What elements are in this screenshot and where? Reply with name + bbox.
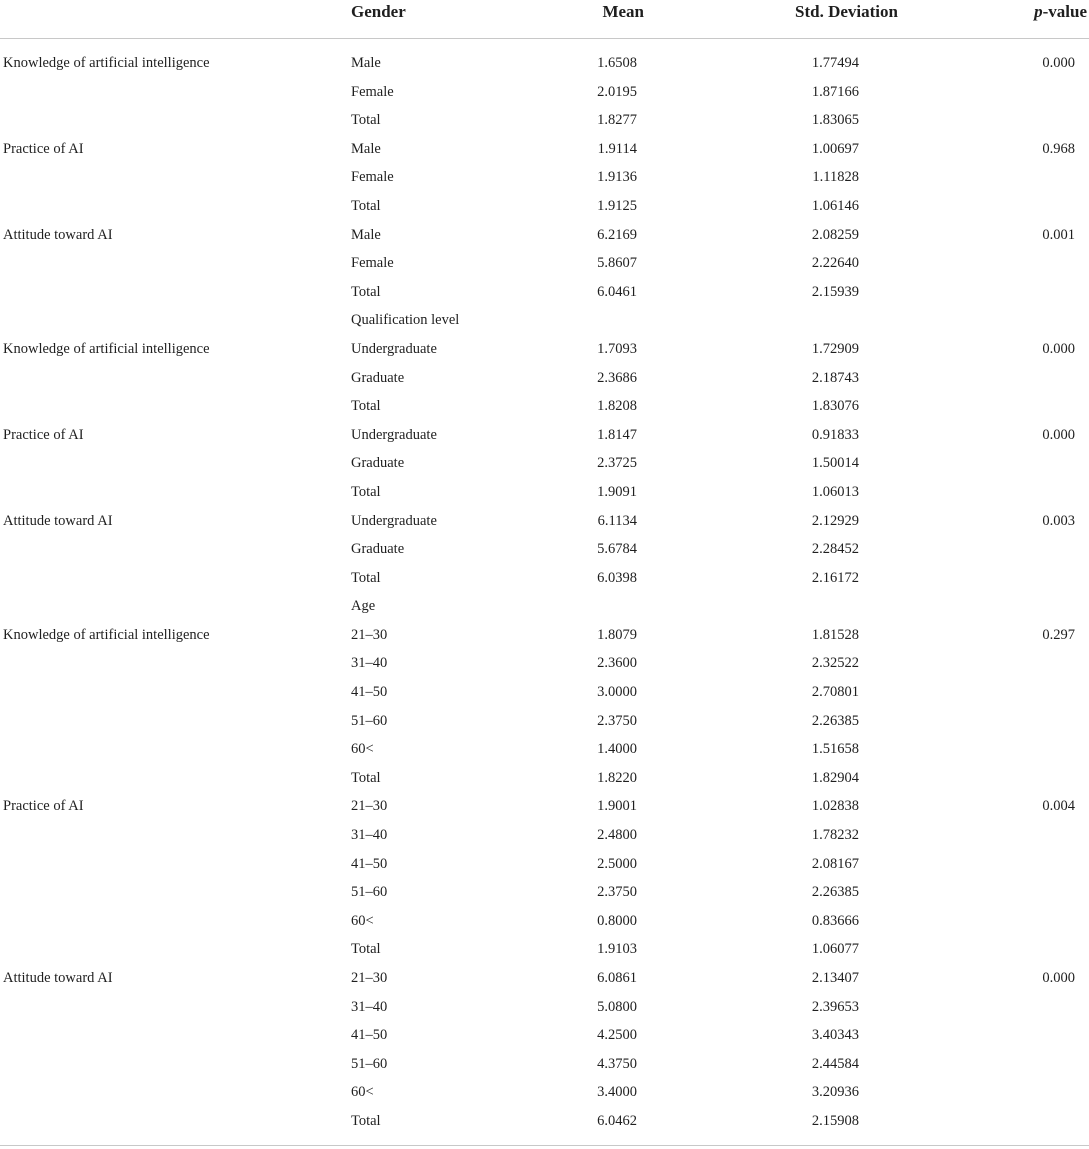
- row-variable-cell: [0, 993, 351, 1022]
- row-p-value-cell: [958, 1050, 1089, 1079]
- row-variable-cell: [0, 707, 351, 736]
- row-p-value-cell: [958, 306, 1089, 335]
- row-std-deviation-cell: 1.81528: [811, 626, 859, 643]
- row-mean-cell: 2.3725: [597, 455, 637, 472]
- row-group-cell: Graduate: [351, 541, 405, 558]
- row-p-value-cell: 0.000: [1042, 970, 1075, 986]
- row-group-cell: Undergraduate: [351, 512, 437, 529]
- row-p-value-cell: [958, 907, 1089, 936]
- row-variable-cell: Practice of AI: [3, 426, 84, 443]
- row-group-cell: Graduate: [351, 455, 405, 472]
- row-variable-cell: [0, 764, 351, 793]
- table-body: [0, 39, 1089, 1136]
- row-std-deviation-cell: 1.06077: [811, 941, 859, 958]
- table-row: [0, 821, 1089, 850]
- row-std-deviation-cell: 2.22640: [811, 255, 859, 272]
- row-std-deviation-cell: 1.06146: [811, 197, 859, 214]
- row-mean-cell: 6.1134: [597, 512, 637, 529]
- row-variable-cell: Practice of AI: [3, 140, 84, 157]
- table-row: [0, 878, 1089, 907]
- row-group-cell: 41–50: [351, 1027, 388, 1044]
- row-group-cell: Male: [351, 55, 381, 71]
- table-row: [0, 135, 1089, 164]
- row-std-deviation-cell: 2.08259: [811, 226, 859, 243]
- row-mean-cell: 0.8000: [597, 912, 637, 929]
- row-variable-cell: Knowledge of artificial intelligence: [3, 626, 210, 643]
- table-row: [0, 364, 1089, 393]
- row-group-cell: Qualification level: [351, 312, 460, 329]
- row-mean-cell: 1.9091: [597, 483, 637, 500]
- header-std-deviation: Std. Deviation: [688, 0, 958, 39]
- row-group-cell: Total: [351, 398, 381, 415]
- row-group-cell: 41–50: [351, 684, 388, 701]
- row-variable-cell: Attitude toward AI: [3, 226, 113, 243]
- row-p-value-cell: 0.003: [1042, 512, 1075, 529]
- row-variable-cell: [0, 106, 351, 135]
- row-mean-cell: 1.8277: [597, 112, 637, 129]
- row-group-cell: 31–40: [351, 998, 388, 1015]
- row-mean-cell: 1.9001: [597, 798, 637, 815]
- row-group-cell: 60<: [351, 741, 374, 758]
- table-row: [0, 192, 1089, 221]
- row-variable-cell: [0, 449, 351, 478]
- row-variable-cell: Practice of AI: [3, 798, 84, 815]
- row-mean-cell: [551, 592, 688, 621]
- row-mean-cell: 3.0000: [597, 684, 637, 701]
- row-group-cell: Total: [351, 283, 381, 300]
- row-variable-cell: [0, 1021, 351, 1050]
- header-variable: [0, 0, 351, 39]
- row-p-value-cell: [958, 592, 1089, 621]
- row-p-value-cell: [958, 821, 1089, 850]
- table-row: [0, 1107, 1089, 1136]
- row-std-deviation-cell: 2.15908: [811, 1112, 859, 1129]
- row-std-deviation-cell: 0.83666: [811, 912, 859, 929]
- row-p-value-cell: [958, 364, 1089, 393]
- row-group-cell: 21–30: [351, 626, 388, 643]
- table-row: [0, 335, 1089, 364]
- row-variable-cell: Attitude toward AI: [3, 970, 113, 986]
- row-variable-cell: [0, 392, 351, 421]
- row-std-deviation-cell: 1.50014: [811, 455, 859, 472]
- table-row: [0, 621, 1089, 650]
- table-row: [0, 907, 1089, 936]
- row-variable-cell: [0, 306, 351, 335]
- row-std-deviation-cell: 2.08167: [811, 855, 859, 872]
- row-variable-cell: [0, 478, 351, 507]
- row-mean-cell: 1.9125: [597, 197, 637, 214]
- row-group-cell: 21–30: [351, 970, 388, 986]
- table-row: [0, 249, 1089, 278]
- header-mean: Mean: [551, 0, 688, 39]
- row-group-cell: Graduate: [351, 369, 405, 386]
- row-variable-cell: [0, 564, 351, 593]
- row-std-deviation-cell: 2.28452: [811, 541, 859, 558]
- row-p-value-cell: 0.000: [1042, 340, 1075, 357]
- row-group-cell: 51–60: [351, 712, 388, 729]
- row-p-value-cell: [958, 564, 1089, 593]
- row-p-value-cell: 0.004: [1042, 798, 1075, 815]
- row-group-cell: Age: [351, 598, 376, 615]
- row-group-cell: 31–40: [351, 827, 388, 844]
- row-variable-cell: [0, 907, 351, 936]
- row-variable-cell: [0, 278, 351, 307]
- row-group-cell: Total: [351, 1112, 381, 1129]
- row-std-deviation-cell: 3.20936: [811, 1084, 859, 1101]
- row-variable-cell: [0, 878, 351, 907]
- row-mean-cell: 6.0861: [597, 970, 637, 986]
- row-p-value-cell: 0.000: [1042, 55, 1075, 71]
- row-mean-cell: 4.3750: [597, 1055, 637, 1072]
- table-row: [0, 792, 1089, 821]
- row-std-deviation-cell: 1.00697: [811, 140, 859, 157]
- table-header-row: [0, 0, 1089, 39]
- row-std-deviation-cell: 2.39653: [811, 998, 859, 1015]
- row-std-deviation-cell: 2.26385: [811, 884, 859, 901]
- row-std-deviation-cell: 1.51658: [811, 741, 859, 758]
- row-std-deviation-cell: 1.83076: [811, 398, 859, 415]
- row-variable-cell: [0, 192, 351, 221]
- row-p-value-cell: [958, 392, 1089, 421]
- row-variable-cell: [0, 249, 351, 278]
- table-row: [0, 39, 1089, 78]
- row-std-deviation-cell: 0.91833: [811, 426, 859, 443]
- table-row: [0, 421, 1089, 450]
- table-row: [0, 592, 1089, 621]
- row-mean-cell: 5.6784: [597, 541, 637, 558]
- row-variable-cell: [0, 592, 351, 621]
- row-p-value-cell: [958, 1107, 1089, 1136]
- row-std-deviation-cell: 2.44584: [811, 1055, 859, 1072]
- row-mean-cell: 1.9103: [597, 941, 637, 958]
- row-p-value-cell: [958, 535, 1089, 564]
- row-mean-cell: 2.3600: [597, 655, 637, 672]
- row-std-deviation-cell: 1.82904: [811, 769, 859, 786]
- row-std-deviation-cell: 1.02838: [811, 798, 859, 815]
- row-mean-cell: 1.8208: [597, 398, 637, 415]
- row-variable-cell: [0, 935, 351, 964]
- row-variable-cell: Knowledge of artificial intelligence: [3, 340, 210, 357]
- row-std-deviation-cell: 2.70801: [811, 684, 859, 701]
- row-group-cell: 60<: [351, 912, 374, 929]
- row-mean-cell: 1.8147: [597, 426, 637, 443]
- header-p-italic: p: [1034, 2, 1043, 21]
- row-p-value-cell: [958, 764, 1089, 793]
- row-variable-cell: [0, 1050, 351, 1079]
- row-variable-cell: [0, 678, 351, 707]
- row-variable-cell: Knowledge of artificial intelligence: [3, 55, 210, 71]
- row-group-cell: Total: [351, 769, 381, 786]
- row-mean-cell: 1.9114: [597, 140, 637, 157]
- row-p-value-cell: [958, 78, 1089, 107]
- row-variable-cell: [0, 364, 351, 393]
- row-group-cell: Undergraduate: [351, 426, 437, 443]
- table-row: [0, 649, 1089, 678]
- row-mean-cell: 6.0461: [597, 283, 637, 300]
- row-std-deviation-cell: 1.83065: [811, 112, 859, 129]
- table-row: [0, 564, 1089, 593]
- row-std-deviation-cell: 1.87166: [811, 83, 859, 100]
- row-p-value-cell: [958, 249, 1089, 278]
- row-p-value-cell: [958, 678, 1089, 707]
- row-mean-cell: 4.2500: [597, 1027, 637, 1044]
- row-mean-cell: 2.0195: [597, 83, 637, 100]
- row-mean-cell: 1.4000: [597, 741, 637, 758]
- row-p-value-cell: [958, 649, 1089, 678]
- row-mean-cell: [551, 306, 688, 335]
- row-group-cell: 60<: [351, 1084, 374, 1101]
- row-mean-cell: 6.2169: [597, 226, 637, 243]
- row-p-value-cell: 0.001: [1042, 226, 1075, 243]
- row-p-value-cell: [958, 1078, 1089, 1107]
- row-p-value-cell: [958, 106, 1089, 135]
- row-variable-cell: [0, 850, 351, 879]
- table-row: [0, 764, 1089, 793]
- row-group-cell: Undergraduate: [351, 340, 437, 357]
- row-group-cell: Female: [351, 255, 394, 272]
- row-group-cell: Total: [351, 483, 381, 500]
- table-row: [0, 449, 1089, 478]
- table-row: [0, 1021, 1089, 1050]
- table-row: [0, 106, 1089, 135]
- row-mean-cell: 2.3750: [597, 884, 637, 901]
- row-group-cell: Total: [351, 569, 381, 586]
- table-row: [0, 392, 1089, 421]
- row-p-value-cell: [958, 449, 1089, 478]
- row-std-deviation-cell: 3.40343: [811, 1027, 859, 1044]
- table-row: [0, 935, 1089, 964]
- row-p-value-cell: [958, 878, 1089, 907]
- table-row: [0, 964, 1089, 993]
- row-p-value-cell: [958, 1021, 1089, 1050]
- table-row: [0, 507, 1089, 536]
- table-row: [0, 78, 1089, 107]
- row-std-deviation-cell: [688, 592, 958, 621]
- row-mean-cell: 6.0462: [597, 1112, 637, 1129]
- table-row: [0, 678, 1089, 707]
- row-std-deviation-cell: 1.06013: [811, 483, 859, 500]
- row-group-cell: 41–50: [351, 855, 388, 872]
- row-std-deviation-cell: 2.13407: [811, 970, 859, 986]
- row-p-value-cell: 0.968: [1042, 140, 1075, 157]
- row-mean-cell: 2.4800: [597, 827, 637, 844]
- row-group-cell: 51–60: [351, 1055, 388, 1072]
- row-p-value-cell: [958, 163, 1089, 192]
- row-p-value-cell: [958, 278, 1089, 307]
- row-group-cell: 51–60: [351, 884, 388, 901]
- row-group-cell: 21–30: [351, 798, 388, 815]
- row-group-cell: Total: [351, 112, 381, 129]
- table-row: [0, 735, 1089, 764]
- row-variable-cell: Attitude toward AI: [3, 512, 113, 529]
- row-std-deviation-cell: 1.11828: [812, 169, 859, 186]
- row-mean-cell: 2.5000: [597, 855, 637, 872]
- row-variable-cell: [0, 649, 351, 678]
- row-variable-cell: [0, 535, 351, 564]
- row-group-cell: Female: [351, 83, 394, 100]
- table-row: [0, 707, 1089, 736]
- row-std-deviation-cell: 2.26385: [811, 712, 859, 729]
- table-row: [0, 850, 1089, 879]
- row-mean-cell: 5.0800: [597, 998, 637, 1015]
- row-group-cell: Male: [351, 226, 381, 243]
- row-std-deviation-cell: [688, 306, 958, 335]
- row-variable-cell: [0, 1107, 351, 1136]
- table-row: [0, 1078, 1089, 1107]
- row-std-deviation-cell: 1.77494: [811, 55, 859, 71]
- row-variable-cell: [0, 1078, 351, 1107]
- table-row: [0, 1050, 1089, 1079]
- row-mean-cell: 2.3686: [597, 369, 637, 386]
- row-mean-cell: 1.7093: [597, 340, 637, 357]
- header-group: Gender: [351, 0, 551, 39]
- row-variable-cell: [0, 821, 351, 850]
- table-row: [0, 278, 1089, 307]
- row-group-cell: Total: [351, 197, 381, 214]
- header-p-suffix: -value: [1042, 2, 1087, 21]
- row-mean-cell: 1.8079: [597, 626, 637, 643]
- row-std-deviation-cell: 2.32522: [811, 655, 859, 672]
- row-mean-cell: 5.8607: [597, 255, 637, 272]
- row-group-cell: Male: [351, 140, 381, 157]
- row-p-value-cell: [958, 707, 1089, 736]
- table-row: [0, 993, 1089, 1022]
- row-group-cell: 31–40: [351, 655, 388, 672]
- row-p-value-cell: [958, 993, 1089, 1022]
- row-variable-cell: [0, 78, 351, 107]
- table-row: [0, 535, 1089, 564]
- row-p-value-cell: 0.000: [1042, 426, 1075, 443]
- row-p-value-cell: [958, 935, 1089, 964]
- row-std-deviation-cell: 2.18743: [811, 369, 859, 386]
- header-p-value: [958, 0, 1089, 39]
- row-group-cell: Total: [351, 941, 381, 958]
- table-row: [0, 163, 1089, 192]
- table-row: [0, 221, 1089, 250]
- row-std-deviation-cell: 2.15939: [811, 283, 859, 300]
- row-variable-cell: [0, 163, 351, 192]
- row-p-value-cell: [958, 735, 1089, 764]
- row-std-deviation-cell: 1.72909: [811, 340, 859, 357]
- row-mean-cell: 1.9136: [597, 169, 637, 186]
- bottom-rule: [0, 1145, 1089, 1146]
- row-std-deviation-cell: 1.78232: [811, 827, 859, 844]
- table-row: [0, 306, 1089, 335]
- row-group-cell: Female: [351, 169, 394, 186]
- row-p-value-cell: [958, 478, 1089, 507]
- table-row: [0, 478, 1089, 507]
- row-mean-cell: 1.8220: [597, 769, 637, 786]
- row-mean-cell: 6.0398: [597, 569, 637, 586]
- row-p-value-cell: 0.297: [1042, 626, 1075, 643]
- row-mean-cell: 2.3750: [597, 712, 637, 729]
- row-mean-cell: 1.6508: [597, 55, 637, 71]
- row-p-value-cell: [958, 850, 1089, 879]
- row-p-value-cell: [958, 192, 1089, 221]
- row-std-deviation-cell: 2.16172: [811, 569, 859, 586]
- row-variable-cell: [0, 735, 351, 764]
- row-std-deviation-cell: 2.12929: [811, 512, 859, 529]
- row-mean-cell: 3.4000: [597, 1084, 637, 1101]
